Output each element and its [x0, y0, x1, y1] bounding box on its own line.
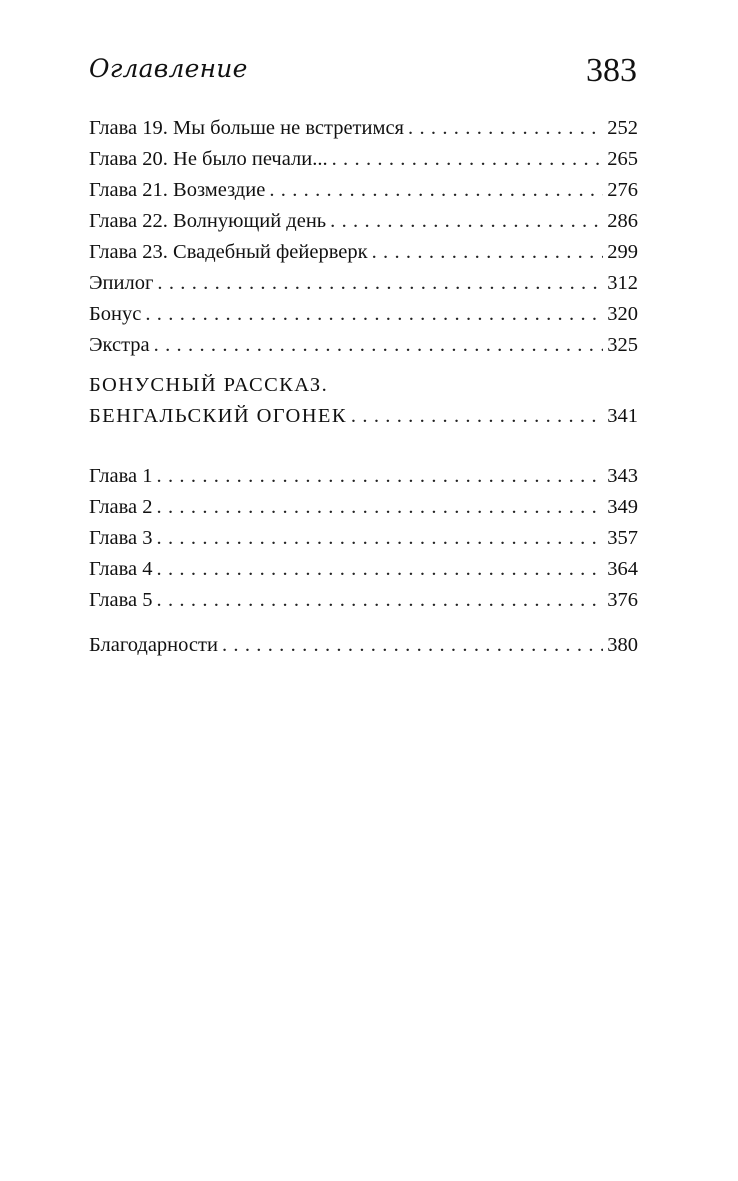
dot-leader	[157, 585, 604, 616]
dot-leader	[157, 492, 604, 523]
toc-entry[interactable]	[89, 237, 638, 268]
toc-entry-page: 252	[607, 117, 638, 139]
toc-entry-title: Глава 22. Волнующий день	[89, 210, 327, 232]
dot-leader	[351, 401, 603, 432]
toc-entry[interactable]	[89, 268, 638, 299]
bonus-story-heading[interactable]	[89, 370, 638, 432]
toc-entry-title: Эпилог	[89, 272, 154, 294]
dot-leader	[157, 554, 604, 585]
toc-entry-page: 325	[607, 334, 638, 356]
toc-entry-page: 380	[607, 634, 638, 656]
toc-entry-title: Глава 2	[89, 496, 153, 518]
toc-entry[interactable]	[89, 144, 638, 175]
dot-leader	[269, 175, 603, 206]
toc-entry-page: 299	[607, 241, 638, 263]
dot-leader	[408, 113, 603, 144]
toc-entry-page: 320	[607, 303, 638, 325]
toc-entry-title: Экстра	[89, 334, 150, 356]
toc-entry[interactable]	[89, 461, 638, 492]
toc-entry[interactable]	[89, 630, 638, 661]
dot-leader	[222, 630, 603, 661]
toc-entry-page: 286	[607, 210, 638, 232]
toc-entry[interactable]	[89, 554, 638, 585]
toc-entry-title: Глава 20. Не было печали...	[89, 148, 328, 170]
toc-entry[interactable]	[89, 175, 638, 206]
toc-entry-title: Глава 1	[89, 465, 153, 487]
bonus-story-entry[interactable]	[89, 401, 638, 432]
dot-leader	[332, 144, 604, 175]
toc-main-chapters	[89, 113, 638, 361]
dot-leader	[157, 268, 603, 299]
toc-acknowledgements	[89, 630, 638, 661]
toc-entry-title: Глава 4	[89, 558, 153, 580]
toc-entry-page: 357	[607, 527, 638, 549]
toc-entry-title: Бонус	[89, 303, 142, 325]
toc-entry-page: 312	[607, 272, 638, 294]
toc-bonus-chapters	[89, 461, 638, 616]
dot-leader	[145, 299, 603, 330]
dot-leader	[157, 461, 604, 492]
toc-entry[interactable]	[89, 492, 638, 523]
toc-entry-page: 364	[607, 558, 638, 580]
toc-entry-title: Глава 3	[89, 527, 153, 549]
toc-entry-page: 343	[607, 465, 638, 487]
toc-entry-page: 265	[607, 148, 638, 170]
running-head-title: Оглавление	[89, 54, 248, 83]
toc-entry-page: 349	[607, 496, 638, 518]
dot-leader	[330, 206, 603, 237]
toc-entry-title: Глава 19. Мы больше не встретимся	[89, 117, 404, 139]
toc-entry-title: Благодарности	[89, 634, 218, 656]
bonus-story-heading-line2: БЕНГАЛЬСКИЙ ОГОНЕК	[89, 405, 347, 427]
bonus-story-page: 341	[607, 405, 638, 427]
dot-leader	[157, 523, 604, 554]
toc-entry[interactable]	[89, 585, 638, 616]
dot-leader	[372, 237, 604, 268]
toc-entry[interactable]	[89, 330, 638, 361]
toc-entry[interactable]	[89, 299, 638, 330]
toc-entry[interactable]	[89, 206, 638, 237]
toc-entry-page: 276	[607, 179, 638, 201]
bonus-story-heading-line1: БОНУСНЫЙ РАССКАЗ.	[89, 374, 329, 396]
toc-entry[interactable]	[89, 523, 638, 554]
toc-entry-title: Глава 21. Возмездие	[89, 179, 266, 201]
toc-entry-title: Глава 5	[89, 589, 153, 611]
toc-entry[interactable]	[89, 113, 638, 144]
dot-leader	[154, 330, 604, 361]
page-number: 383	[586, 52, 637, 89]
toc-entry-title: Глава 23. Свадебный фейерверк	[89, 241, 368, 263]
toc-entry-page: 376	[607, 589, 638, 611]
